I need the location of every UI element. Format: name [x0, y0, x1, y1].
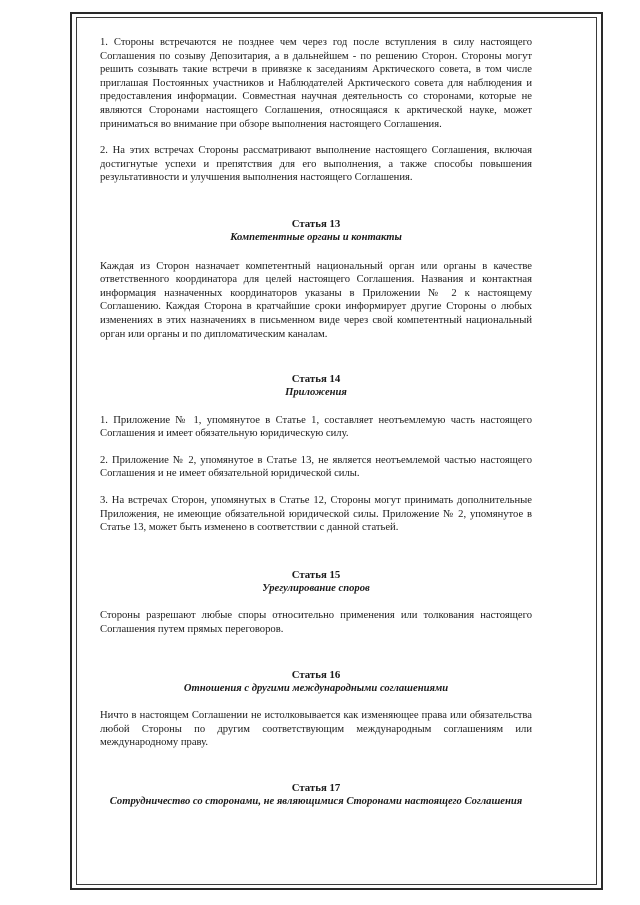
article-14-title: Приложения — [285, 387, 347, 399]
article-16-title: Отношения с другими международными соглашениями — [183, 682, 449, 694]
article-13-text: Каждая из Сторон назначает компетентный национальный орган или органы в качестве ответственного координатора для целей настоящего Соглашения. Названия и контактная информация назначенных координаторов указаны в Приложении № 2 к настоящему Соглашению. Каждая Сторона в кратчайшие сроки информирует другие Стороны о любых изменениях в этих назначениях в письменном виде через свой компетентный национальный орган или органы и по дипломатическим каналам. — [100, 260, 532, 340]
art12-paragraph-1: 1. Стороны встречаются не позднее чем через год после вступления в силу настоящего Соглашения по созыву Депозитария, а в дальнейшем - по решению Сторон. Стороны могут решить созывать такие встречи в привязке к заседаниям Арктического совета, в том числе приглашая Постоянных участников и Наблюдателей Арктического совета для наблюдения и предоставления информации. Совместная научная деятельность со сторонами, которые не являются Сторонами настоящего Соглашения, относящаяся к арктической науке, может приниматься во внимание при обзоре выполнения настоящего Соглашения. — [100, 37, 532, 130]
article-15-number: Статья 15 — [291, 568, 341, 581]
article-15 — [100, 568, 532, 637]
article-14-paragraph-1: 1. Приложение № 1, упомянутое в Статье 1, составляет неотъемлемую часть настоящего Соглашения и имеет обязательную юридическую силу. — [100, 414, 532, 440]
article-15-text: Стороны разрешают любые споры относительно применения или толкования настоящего Соглашения путем прямых переговоров. — [100, 610, 532, 636]
document-body — [100, 36, 532, 809]
article-15-title: Урегулирование споров — [262, 582, 370, 594]
article-16-text: Ничто в настоящем Соглашении не истолковывается как изменяющее права или обязательства любой Стороны по другим соответствующим международным соглашениям или международному праву. — [100, 710, 532, 749]
article-17-number: Статья 17 — [291, 782, 341, 794]
article-13-title: Компетентные органы и контакты — [230, 231, 402, 243]
article-14-paragraph-2: 2. Приложение № 2, упомянутое в Статье 13, не является неотъемлемой частью настоящего Соглашения и не имеет обязательной юридической силы. — [100, 454, 532, 480]
article-14 — [100, 372, 532, 535]
article-13-number: Статья 13 — [291, 217, 341, 230]
article-14-number: Статья 14 — [291, 373, 341, 386]
article-14-paragraph-3: 3. На встречах Сторон, упомянутых в Статье 12, Стороны могут принимать дополнительные Приложения, не имеющие обязательной юридической силы. Приложение № 2, упомянутое в Статье 13, может быть изменено в соответствии с данной статьей. — [100, 495, 532, 534]
article-17-title: Сотрудничество со сторонами, не являющимися Сторонами настоящего Соглашения — [109, 796, 523, 807]
article-17 — [100, 781, 532, 809]
article-16 — [100, 668, 532, 750]
article-16-number: Статья 16 — [291, 668, 341, 681]
art12-paragraph-2: 2. На этих встречах Стороны рассматривают выполнение настоящего Соглашения, включая достигнутые успехи и препятствия для его выполнения, а также способы повышения результативности и улучшения выполнения настоящего Соглашения. — [100, 145, 532, 184]
article-13 — [100, 217, 532, 341]
